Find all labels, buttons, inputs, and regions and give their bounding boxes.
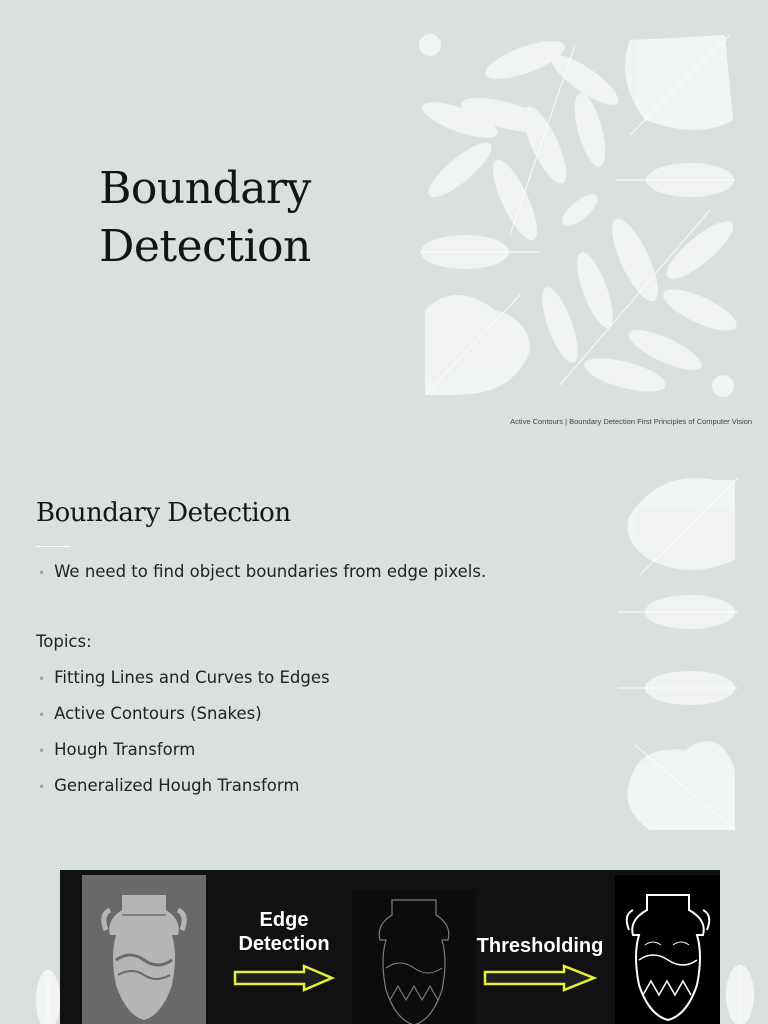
edge-detection-label-line-2: Detection [238,933,330,955]
content-slide [0,450,768,1024]
bullet-icon: • [38,566,46,580]
bullet-text: Hough Transform [54,740,196,759]
bullet-text: Generalized Hough Transform [54,776,300,795]
title-slide [0,0,768,440]
thresholding-label: Thresholding [476,935,604,957]
arrow-right-icon [232,963,336,993]
vase-photo [82,875,206,1024]
arrow-right-icon [482,963,598,993]
topics-label: Topics: [36,632,92,651]
heading-divider [36,546,70,547]
slide-footer: Active Contours | Boundary Detection First Principles of Computer Vision [510,417,752,426]
slide-title [40,160,370,276]
bullet-icon: • [38,744,46,758]
edge-map-image [352,890,476,1024]
edge-detection-label [225,908,343,956]
bullet-text: We need to find object boundaries from edge pixels. [54,562,487,581]
leaf-decoration-bottom-right [718,950,768,1024]
bullet-text: Active Contours (Snakes) [54,704,262,723]
edge-detection-label-line-1: Edge [259,909,309,931]
title-line-1: Boundary [99,163,311,214]
list-item [38,776,299,795]
bullet-text: Fitting Lines and Curves to Edges [54,668,330,687]
bullet-icon: • [38,672,46,686]
list-item [38,668,330,687]
list-item [38,704,262,723]
list-item [38,740,195,759]
thresholded-image [615,875,720,1024]
leaf-decoration [400,20,768,410]
bullet-icon: • [38,708,46,722]
title-line-2: Detection [99,221,311,272]
list-item [38,562,486,581]
bullet-icon: • [38,780,46,794]
leaf-decoration-right [610,460,768,840]
slide-heading: Boundary Detection [36,498,291,528]
edge-detection-pipeline-figure [60,870,720,1024]
